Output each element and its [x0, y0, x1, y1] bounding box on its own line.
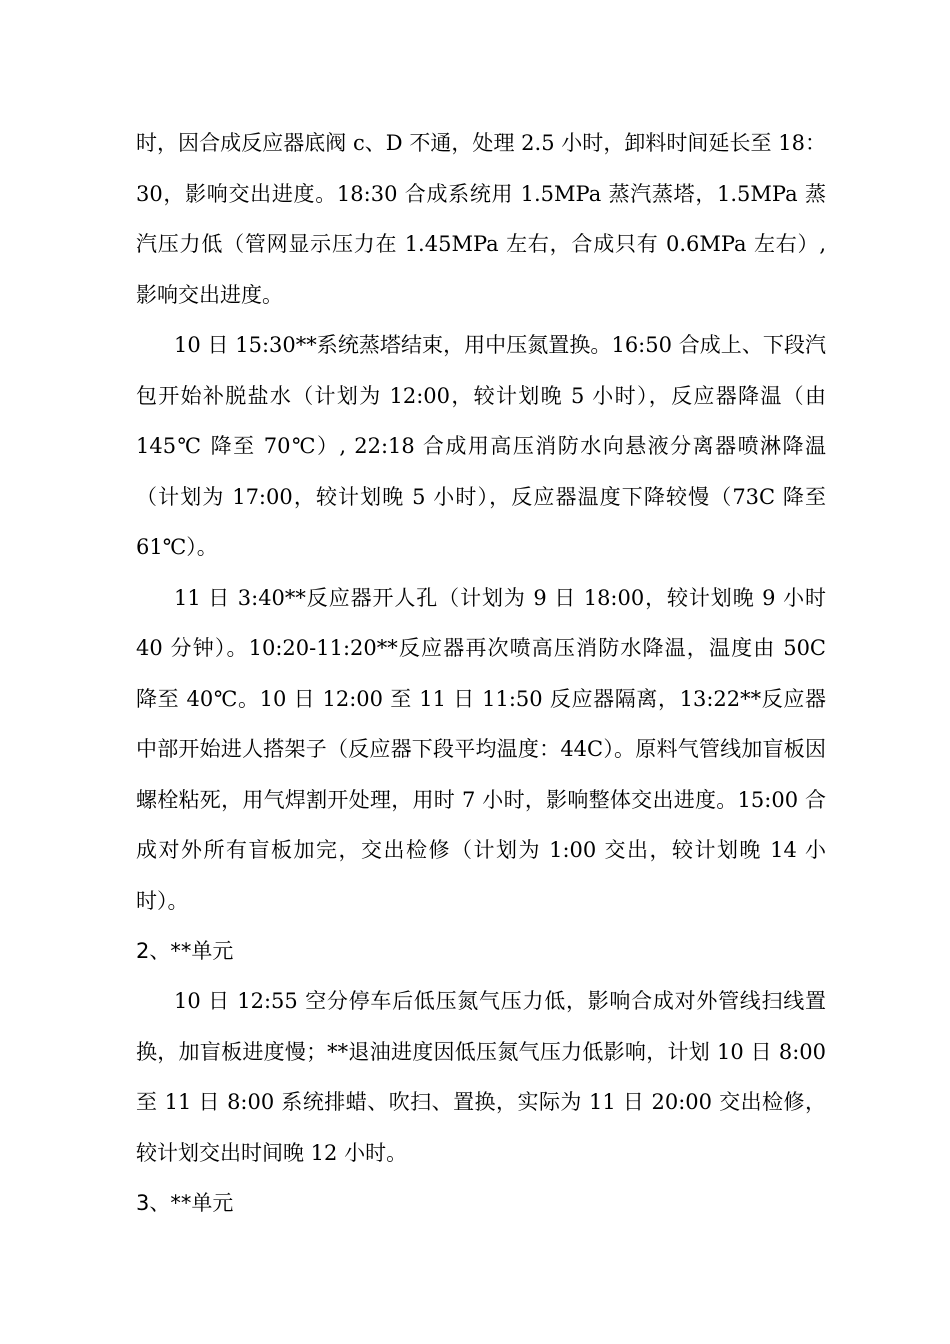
paragraph-2: 10 日 15:30**系统蒸塔结束，用中压氮置换。16:50 合成上、下段汽包开始补脱盐水（计划为 12:00，较计划晚 5 小时），反应器降温（由 145℃ 降至 70℃）, 22:18 合成用高压消防水向悬液分离器喷淋降温（计划为 17:00，较计划晚 5 小时），反应器温度下降较慢（73C 降至 61℃）。 [136, 333, 826, 559]
section-2-heading: 2、**单元 [136, 939, 234, 963]
section-2-paragraph: 10 日 12:55 空分停车后低压氮气压力低，影响合成对外管线扫线置换，加盲板进度慢；**退油进度因低压氮气压力低影响，计划 10 日 8:00 至 11 日 8:00 系统排蜡、吹扫、置换，实际为 11 日 20:00 交出检修，较计划交出时间晚 12 小时。 [136, 989, 826, 1165]
document-body [136, 118, 826, 1228]
paragraph-1: 时，因合成反应器底阀 c、D 不通，处理 2.5 小时，卸料时间延长至 18：30，影响交出进度。18:30 合成系统用 1.5MPa 蒸汽蒸塔，1.5MPa 蒸汽压力低（管网显示压力在 1.45MPa 左右，合成只有 0.6MPa 左右）, 影响交出进度。 [136, 131, 826, 307]
section-3-heading: 3、**单元 [136, 1191, 234, 1215]
paragraph-3: 11 日 3:40**反应器开人孔（计划为 9 日 18:00，较计划晚 9 小时 40 分钟）。10:20-11:20**反应器再次喷高压消防水降温，温度由 50C 降至 40℃。10 日 12:00 至 11 日 11:50 反应器隔离，13:22**反应器中部开始进人搭架子（反应器下段平均温度：44C）。原料气管线加盲板因螺栓粘死，用气焊割开处理，用时 7 小时，影响整体交出进度。15:00 合成对外所有盲板加完，交出检修（计划为 1:00 交出，较计划晚 14 小时）。 [136, 585, 827, 913]
